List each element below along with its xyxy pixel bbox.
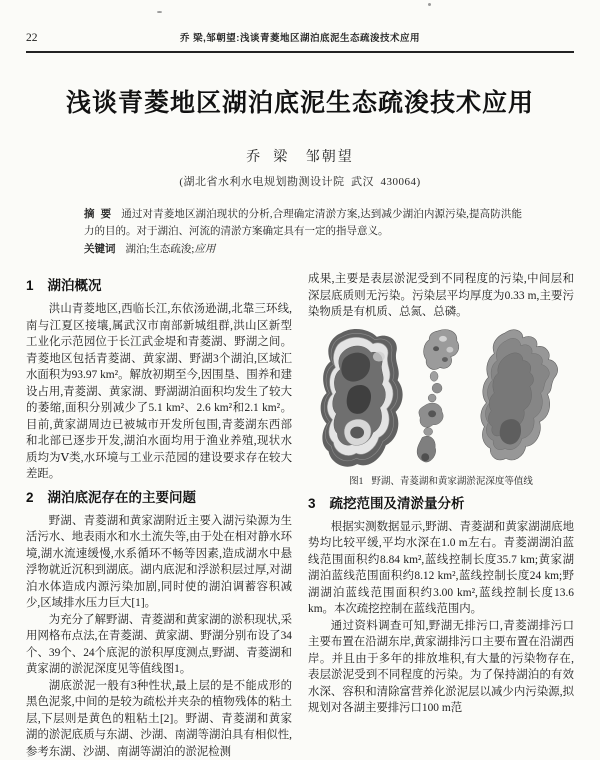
section-title: 湖泊概况 bbox=[48, 278, 102, 293]
keywords-text-italic: 应用 bbox=[194, 244, 215, 255]
section-number: 1 bbox=[26, 278, 34, 293]
keywords-text: 湖泊;生态疏浚; bbox=[126, 244, 195, 255]
paragraph: 为充分了解野湖、青菱湖和黄家湖的淤积现状,采用网格布点法,在青菱湖、黄家湖、野湖分别布设了34个、39个、24个底泥的淤积厚度测点,野湖、青菱湖和黄家湖的淤泥深度见等值线图1。 bbox=[26, 612, 292, 678]
paragraph: 野湖、青菱湖和黄家湖附近主要入湖污染源为生活污水、地表雨水和水土流失等,由于处在相对静水环境,湖水流速缓慢,水系循环不畅等因素,造成湖水中悬浮物就近沉积到湖底。湖内底泥和浮淤积层过厚,对湖泊水体造成内源污染加剧,同时使的湖泊调蓄容积减少,区域排水压力巨大[1]。 bbox=[26, 513, 292, 612]
article-title: 浅谈青菱地区湖泊底泥生态疏浚技术应用 bbox=[26, 83, 574, 119]
section-2-heading bbox=[26, 488, 292, 508]
contour-maps-svg bbox=[308, 327, 574, 473]
authors: 乔 梁 邹朝望 bbox=[26, 146, 574, 166]
contour-map-qinglinghu bbox=[417, 329, 459, 461]
section-title: 疏挖范围及清淤量分析 bbox=[330, 496, 465, 511]
section-title: 湖泊底泥存在的主要问题 bbox=[48, 490, 197, 505]
two-column-body bbox=[26, 271, 574, 760]
running-head: 乔 梁,邹朝望:浅谈青菱地区湖泊底泥生态疏浚技术应用 bbox=[72, 30, 528, 44]
affiliation: (湖北省水利水电规划勘测设计院 武汉 430064) bbox=[26, 173, 574, 189]
paragraph: 根据实测数据显示,野湖、青菱湖和黄家湖湖底地势均比较平缓,平均水深在1.0 m左右。青菱湖湖泊蓝线范围面积约8.84 km²,蓝线控制长度35.7 km;黄家湖湖泊蓝线范围面积约8.12 km²,蓝线控制长度24 km;野湖湖泊蓝线范围面积约3.00 km²,蓝线控制长度13.6 km。本次疏挖控制在蓝线范围内。 bbox=[308, 519, 574, 618]
left-column bbox=[26, 271, 292, 760]
lake-contour-figure bbox=[308, 327, 574, 489]
keywords bbox=[84, 241, 522, 258]
header-rule bbox=[26, 51, 574, 53]
abstract bbox=[84, 206, 522, 240]
keywords-label: 关键词 bbox=[84, 243, 116, 255]
figure-caption bbox=[308, 476, 574, 489]
paragraph: 通过资料调查可知,野湖无排污口,青菱湖排污口主要布置在沿湖东岸,黄家湖排污口主要布置在沿湖西岸。并且由于多年的排放堆积,有大量的污染物存在,表层淤泥受到不同程度的污染。为了保持湖泊的有效水深、容积和清除富营养化淤泥层以减少内污染源,拟规划对各湖主要排污口100 m范 bbox=[308, 618, 574, 717]
abstract-label: 摘 要 bbox=[84, 208, 111, 220]
figure-caption-label: 图1 bbox=[349, 477, 363, 487]
section-number: 3 bbox=[308, 496, 316, 511]
contour-map-yehu bbox=[321, 329, 403, 467]
right-column bbox=[308, 271, 574, 760]
section-1-heading bbox=[26, 276, 292, 296]
paragraph: 湖底淤泥一般有3种性状,最上层的是不能成形的黑色泥浆,中间的是较为疏松并夹杂的植物残体的粘土层,下层则是黄色的粗粘土[2]。野湖、青菱湖和黄家湖的淤泥底质与东湖、沙湖、南湖等湖泊具有相似性,参考东湖、沙湖、南湖等湖泊的淤泥检测 bbox=[26, 678, 292, 760]
page-number: 22 bbox=[26, 32, 72, 44]
page-header bbox=[26, 0, 574, 44]
contour-map-huangjiahu bbox=[481, 329, 558, 459]
paragraph-continuation: 成果,主要是表层淤泥受到不同程度的污染,中间层和深层底质则无污染。污染层平均厚度为0.33 m,主要污染物质是有机质、总氮、总磷。 bbox=[308, 271, 574, 321]
paragraph: 洪山青菱地区,西临长江,东依汤逊湖,北靠三环线,南与江夏区接壤,属武汉市南部新城组群,洪山区新型工业化示范园位于长江武金堤和青菱湖、野湖之间。青菱地区包括青菱湖、黄家湖、野湖3个湖泊,区域汇水面积为93.97 km²。解放初期至今,因围垦、围养和建设占用,青菱湖、黄家湖、野湖湖泊面积均发生了较大的萎缩,面积分别减少了5.1 km²、2.6 km²和2.1 km²。目前,黄家湖周边已被城市开发所包围,青菱湖东西部和北部已逐步开发,湖泊水面均用于渔业养殖,现状水质均为Ⅴ类,水环境与工业示范园的建设要求存在较大差距。 bbox=[26, 301, 292, 483]
section-number: 2 bbox=[26, 490, 34, 505]
abstract-text: 通过对青菱地区湖泊现状的分析,合理确定清淤方案,达到减少湖泊内源污染,提高防洪能力的目的。对于湖泊、河流的清淤方案确定具有一定的指导意义。 bbox=[84, 209, 522, 237]
figure-caption-text: 野湖、青菱湖和黄家湖淤泥深度等值线 bbox=[371, 477, 533, 487]
section-3-heading bbox=[308, 494, 574, 514]
